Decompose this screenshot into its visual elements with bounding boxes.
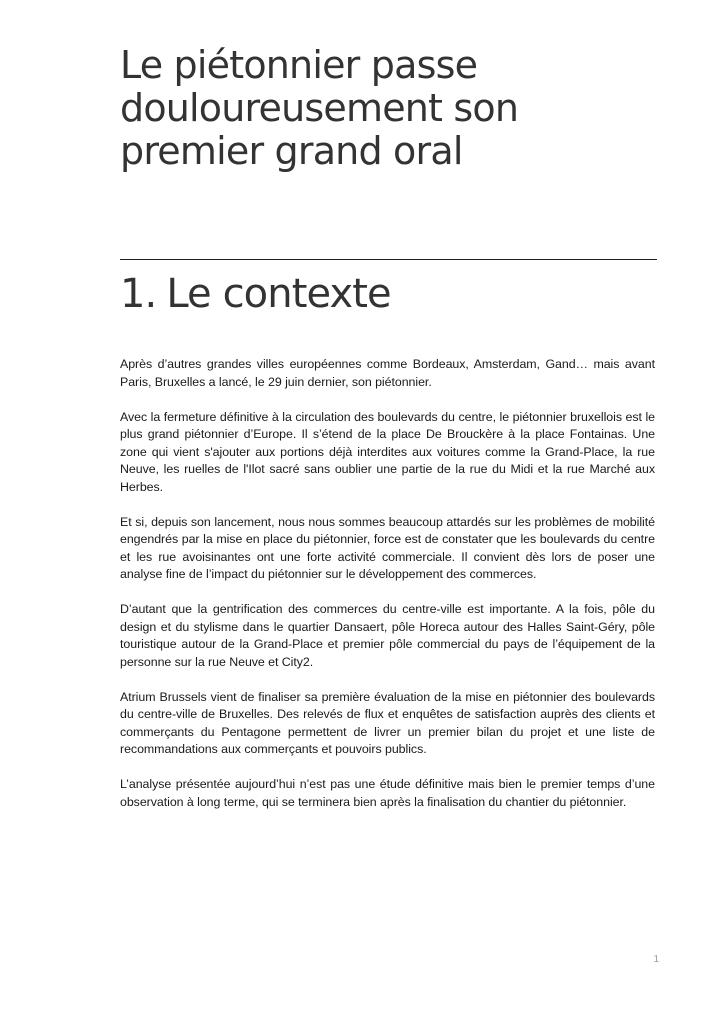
paragraph: D’autant que la gentrification des commerces du centre-ville est importante. A la fois, pôle du design et du stylisme dans le quartier Dansaert, pôle Horeca autour des Halles Saint-Géry, pôle touristique autour de la Grand-Place et premier pôle commercial du pays de l’équipement de la personne sur la rue Neuve et City2.: [120, 602, 655, 669]
section-heading: [120, 270, 391, 318]
section-number: 1.: [120, 271, 157, 317]
paragraph: Et si, depuis son lancement, nous nous sommes beaucoup attardés sur les problèmes de mobilité engendrés par la mise en place du piétonnier, force est de constater que les boulevards du centre et les rue avoisinantes ont une forte activité commerciale. Il convient dès lors de poser une analyse fine de l’impact du piétonnier sur le développement des commerces.: [120, 514, 655, 581]
body-text: [120, 356, 655, 829]
page-number: 1: [653, 954, 659, 965]
paragraph: Avec la fermeture définitive à la circulation des boulevards du centre, le piétonnier bruxellois est le plus grand piétonnier d’Europe. Il s’étend de la place De Brouckère à la place Fontainas. Une zone qui vient s'ajouter aux portions déjà interdites aux voitures comme la Grand-Place, la rue Neuve, les ruelles de l'Ilot sacré sans oublier une partie de la rue du Midi et la rue Marché aux Herbes.: [120, 409, 655, 494]
paragraph: L’analyse présentée aujourd’hui n’est pas une étude définitive mais bien le premier temps d’une observation à long terme, qui se terminera bien après la finalisation du chantier du piétonnier.: [120, 777, 655, 809]
section-title: Le contexte: [166, 271, 391, 317]
section-divider: [120, 259, 657, 260]
paragraph: Après d’autres grandes villes européennes comme Bordeaux, Amsterdam, Gand… mais avant Paris, Bruxelles a lancé, le 29 juin dernier, son piétonnier.: [120, 357, 655, 389]
document-title: Le piétonnier passe douloureusement son premier grand oral: [120, 43, 519, 173]
paragraph: Atrium Brussels vient de finaliser sa première évaluation de la mise en piétonnier des boulevards du centre-ville de Bruxelles. Des relevés de flux et enquêtes de satisfaction auprès des clients et commerçants du Pentagone permettent de livrer un premier bilan du projet et une liste de recommandations aux commerçants et pouvoirs publics.: [120, 689, 655, 756]
